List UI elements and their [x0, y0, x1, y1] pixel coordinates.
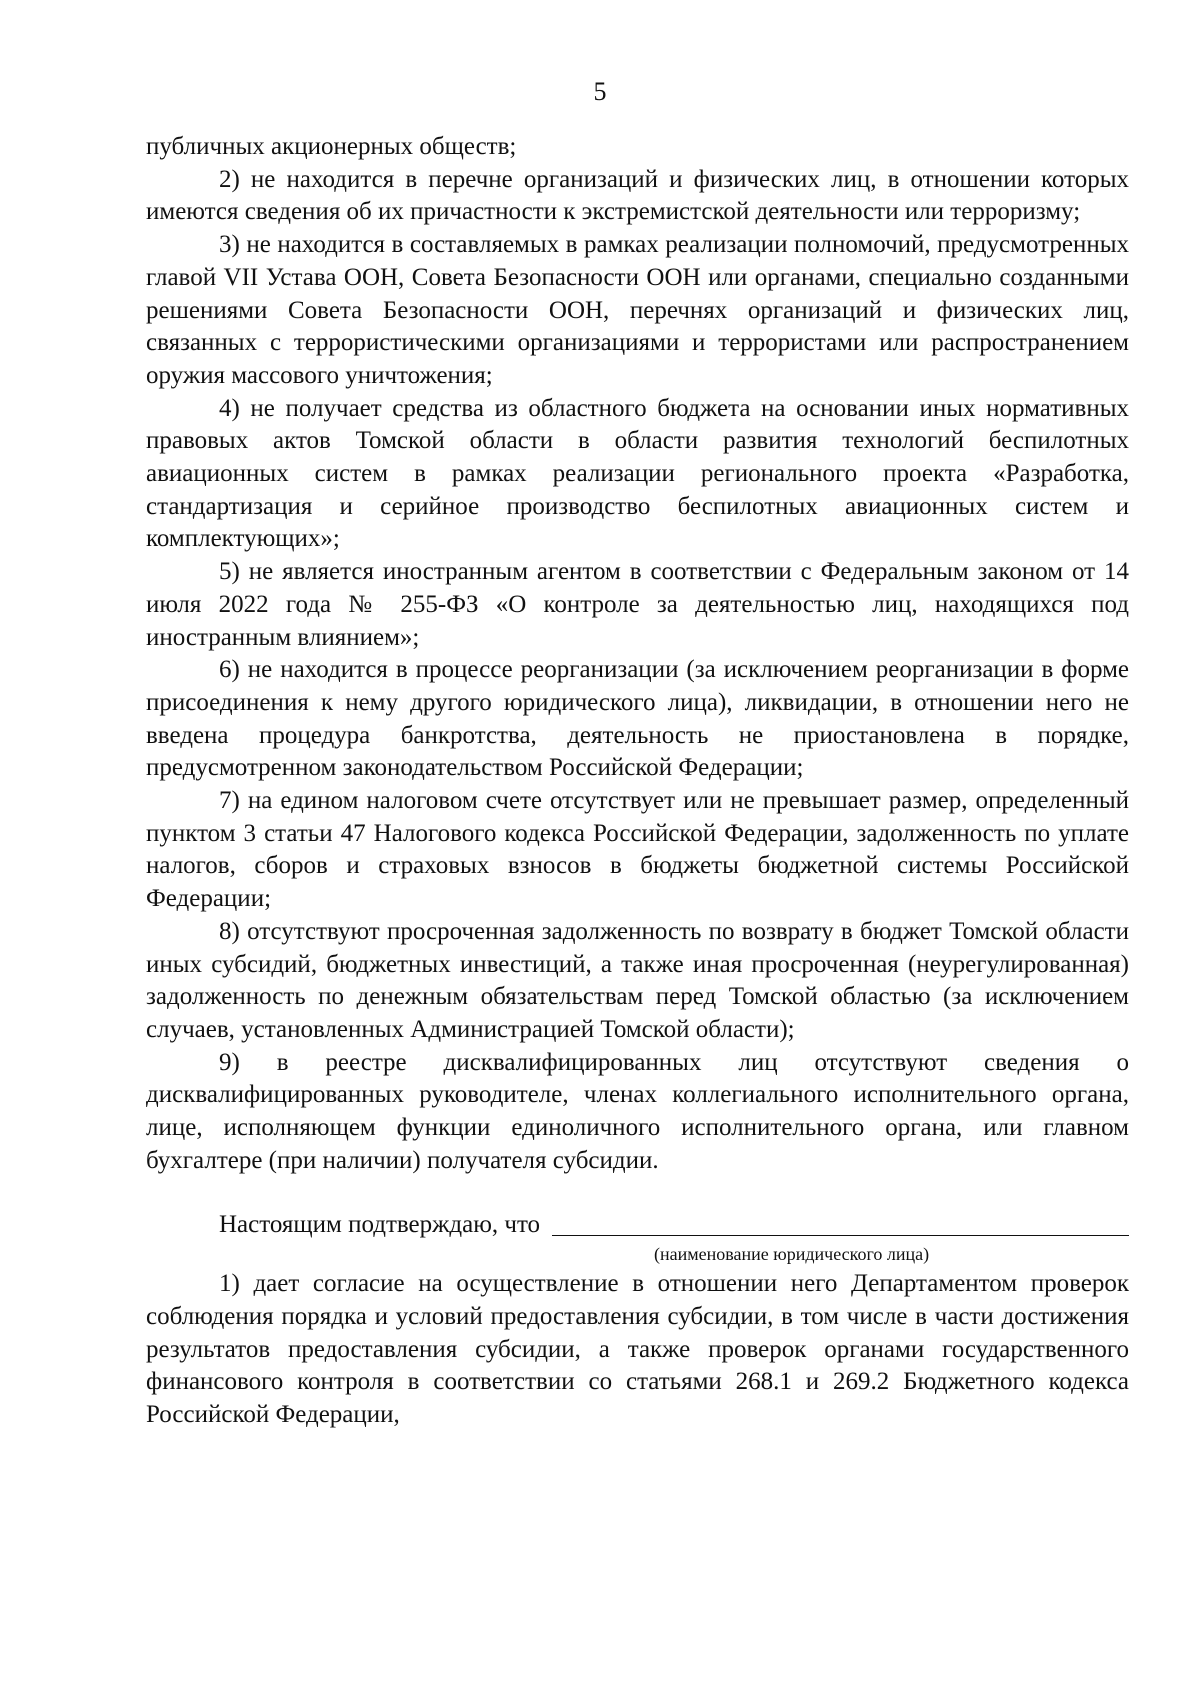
- caption-row: [146, 1242, 1129, 1268]
- entity-name-blank-field: [552, 1234, 1129, 1236]
- page-number: 5: [593, 77, 607, 106]
- confirmation-line: [146, 1210, 1129, 1243]
- document-body: [146, 131, 1129, 1432]
- paragraph-continuation: публичных акционерных обществ;: [146, 133, 517, 160]
- list-item-2: 2) не находится в перечне организаций и физических лиц, в отношении которых имеются сведения об их причастности к экстремистской деятельности или терроризму;: [146, 165, 1129, 226]
- list-item-8: 8) отсутствуют просроченная задолженность по возврату в бюджет Томской области иных субсидий, бюджетных инвестиций, а также иная просроченная (неурегулированная) задолженность по денежным обязательствам перед Томской областью (за исключением случаев, установленных Администрацией Томской области);: [146, 917, 1129, 1043]
- blank-spacer: [146, 1178, 1129, 1210]
- list-item-4: 4) не получает средства из областного бюджета на основании иных нормативных правовых актов Томской области в области развития технологий беспилотных авиационных систем в рамках реализации регионального проекта «Разработка, стандартизация и серийное производство беспилотных авиационных систем и комплектующих»;: [146, 394, 1129, 553]
- list-item-6: 6) не находится в процессе реорганизации (за исключением реорганизации в форме присоединения к нему другого юридического лица), ликвидации, в отношении него не введена процедура банкротства, деятельность не приостановлена в порядке, предусмотренном законодательством Российской Федерации;: [146, 656, 1129, 782]
- list-item-5: 5) не является иностранным агентом в соответствии с Федеральным законом от 14 июля 2022 года № 255-ФЗ «О контроле за деятельностью лиц, находящихся под иностранным влиянием»;: [146, 558, 1129, 651]
- entity-name-caption: (наименование юридического лица): [654, 1244, 930, 1265]
- list-item-3: 3) не находится в составляемых в рамках реализации полномочий, предусмотренных главой VII Устава ООН, Совета Безопасности ООН или органами, специально созданными решениями Совета Безопасности ООН, перечнях организаций и физических лиц, связанных с террористическими организациями и террористами или распространением оружия массового уничтожения;: [146, 231, 1129, 389]
- confirmation-text: Настоящим подтверждаю, что: [219, 1211, 541, 1239]
- list-item-7: 7) на едином налоговом счете отсутствует или не превышает размер, определенный пунктом 3 статьи 47 Налогового кодекса Российской Федерации, задолженность по уплате налогов, сборов и страховых взносов в бюджеты бюджетной системы Российской Федерации;: [146, 787, 1129, 913]
- list-item-9: 9) в реестре дисквалифицированных лиц отсутствуют сведения о дисквалифицированных руководителе, членах коллегиального исполнительного органа, лице, исполняющем функции единоличного исполнительного органа, или главном бухгалтере (при наличии) получателя субсидии.: [146, 1048, 1129, 1174]
- consent-item-1: 1) дает согласие на осуществление в отношении него Департаментом проверок соблюдения порядка и условий предоставления субсидии, в том числе в части достижения результатов предоставления субсидии, а также проверок органами государственного финансового контроля в соответствии со статьями 268.1 и 269.2 Бюджетного кодекса Российской Федерации,: [146, 1270, 1129, 1428]
